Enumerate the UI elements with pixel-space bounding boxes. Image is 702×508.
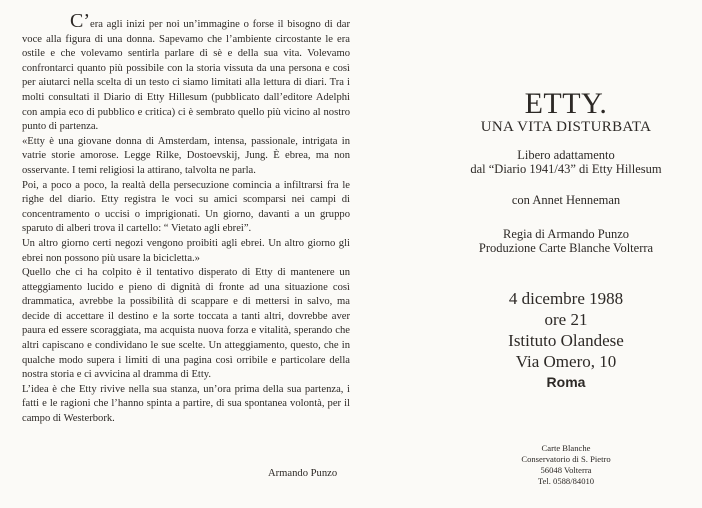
- event-street: Via Omero, 10: [515, 352, 617, 371]
- address-line-2: Conservatorio di S. Pietro: [521, 454, 611, 464]
- event-date: 4 dicembre 1988: [508, 289, 624, 308]
- address-line-4: Tel. 0588/84010: [537, 476, 595, 486]
- direction-line: Regia di Armando Punzo: [502, 227, 630, 241]
- intro-paragraph: C’era agli inizi per noi un’immagine o forse il bisogno di dar voce alla figura di una donna. Sapevamo che l’ambiente circostante le era ostile e che volevamo sentirla parlare di sè e della sua vita. Volevamo confrontarci quanto più possibile con la storia vissuta da una persona e così per aiutarci nella scelta di un testo ci siamo limitati alla lettura di diari. Tra i molti consultati il Diario di Etty Hillesum (pubblicato dall’editore Adelphi con ampia eco di pubblico e critica) ci è sembrato quello più vicino al nostro punto di partenza.: [22, 10, 350, 133]
- play-subtitle: UNA VITA DISTURBATA: [480, 119, 652, 135]
- address-line-3: 56048 Volterra: [540, 465, 592, 475]
- left-column-text: [22, 10, 350, 427]
- author-signature: Armando Punzo: [268, 468, 338, 479]
- idea-paragraph: L’idea è che Etty rivive nella sua stanza, un’ora prima della sua partenza, i fatti e le ragioni che l’hanno spinta a partire, di sua spontanea volontà, per il campo di Westerbork.: [22, 383, 350, 425]
- quote-paragraph-1: «Etty è una giovane donna di Amsterdam, intensa, passionale, intrigata in vatrie storie amorose. Legge Rilke, Dostoevskij, Jung. È ebrea, ma non osservante. I temi religiosi la attirano, talvolta ne parla.: [22, 135, 350, 176]
- event-city: Roma: [546, 374, 586, 390]
- address-line-1: Carte Blanche: [541, 443, 591, 453]
- event-venue: Istituto Olandese: [508, 331, 624, 350]
- adaptation-line-1: Libero adattamento: [517, 148, 615, 162]
- event-time: ore 21: [544, 310, 588, 329]
- cast-line: con Annet Henneman: [511, 193, 621, 207]
- play-title: ETTY.: [524, 87, 608, 120]
- adaptation-line-2: dal “Diario 1941/43” di Etty Hillesum: [470, 162, 662, 176]
- production-line: Produzione Carte Blanche Volterra: [478, 241, 654, 255]
- quote-paragraph-2: Poi, a poco a poco, la realtà della persecuzione comincia a infiltrarsi fra le righe del diario. Etty registra le voci su amici scomparsi nei campi di concentramento o uccisi o imprigionati. Un giorno, davanti a un gruppo sparuto di alberi trova il cartello: “ Vietato agli ebrei”.: [22, 179, 350, 235]
- reflection-paragraph: Quello che ci ha colpito è il tentativo disperato di Etty di mantenere un atteggiamento lucido e pieno di dignità di fronte ad una situazione così drammatica, avrebbe la possibilità di scappare e di mettersi in salvo, ma decide di accettare il destino e la sorte toccata a tanti altri, dovrebbe aver paura ed essere scoraggiata, ma acquista nuova forza e vitalità, sperando che altri capiscano e condividano le sue scelte. Un atteggiamento, questo, che in qualche modo supera i limiti di una pagina così orribile e particolare della nostra storia e ci avvicina al dramma di Etty.: [22, 267, 350, 381]
- quote-paragraph-3: Un altro giorno certi negozi vengono proibiti agli ebrei. Un altro giorno gli ebrei non possono più usare la bicicletta.»: [22, 237, 350, 264]
